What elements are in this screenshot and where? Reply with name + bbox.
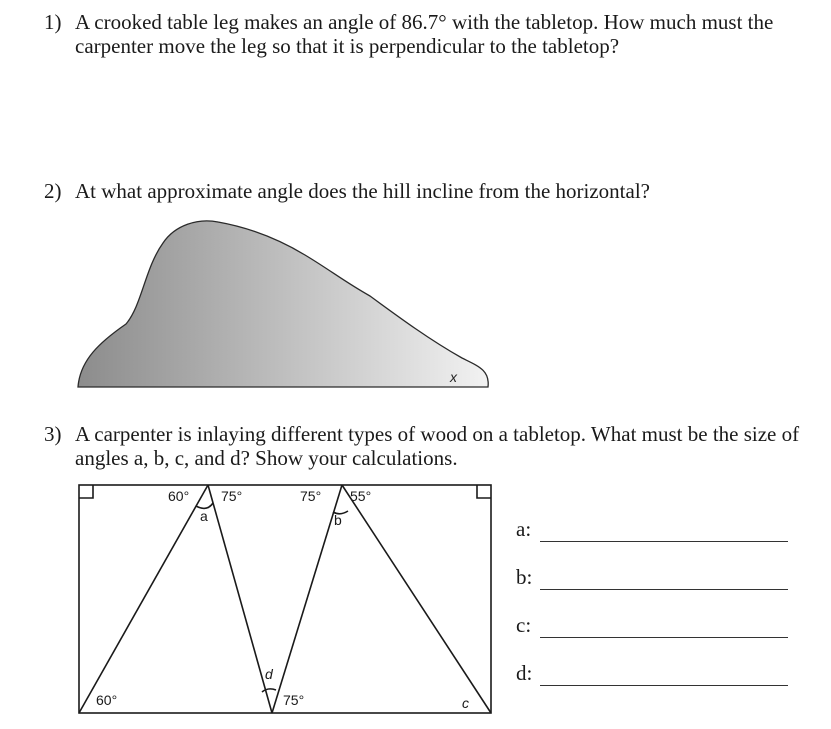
answer-a-line[interactable] xyxy=(540,541,788,542)
question-3-text: A carpenter is inlaying different types of wood on a tabletop. What must be the size of angles a, b, c, and d? Show your calculations. xyxy=(75,422,800,470)
angle-label-bottom-mid: 75° xyxy=(283,692,305,708)
line-b-left xyxy=(272,485,342,713)
right-angle-top-left xyxy=(79,485,93,498)
angle-label-top-3: 75° xyxy=(300,488,322,504)
right-angle-top-right xyxy=(477,485,491,498)
hill-label-x: x xyxy=(450,369,457,385)
var-label-a: a xyxy=(200,508,208,524)
answer-a[interactable] xyxy=(516,518,788,542)
answer-b-line[interactable] xyxy=(540,589,788,590)
angle-label-top-4: 55° xyxy=(350,488,372,504)
answer-c-label: c: xyxy=(516,613,532,637)
answer-c[interactable] xyxy=(516,614,788,638)
var-label-b: b xyxy=(334,512,342,528)
question-2-text: At what approximate angle does the hill incline from the horizontal? xyxy=(75,179,650,203)
answer-c-line[interactable] xyxy=(540,637,788,638)
answer-b-label: b: xyxy=(516,565,533,589)
angle-label-bottom-left: 60° xyxy=(96,692,118,708)
answer-d[interactable] xyxy=(516,662,788,686)
angle-label-top-2: 75° xyxy=(221,488,243,504)
line-a-left xyxy=(79,485,208,713)
question-1-number: 1) xyxy=(44,10,62,34)
tabletop-outline xyxy=(79,485,491,713)
line-a-right xyxy=(208,485,272,713)
answer-b[interactable] xyxy=(516,566,788,590)
answer-a-label: a: xyxy=(516,517,532,541)
arc-d xyxy=(262,689,276,692)
question-2-number: 2) xyxy=(44,179,62,203)
answer-d-line[interactable] xyxy=(540,685,788,686)
angle-label-top-1: 60° xyxy=(168,488,190,504)
question-3-number: 3) xyxy=(44,422,62,446)
answer-d-label: d: xyxy=(516,661,533,685)
line-b-right xyxy=(342,485,491,713)
var-label-c: c xyxy=(462,695,469,711)
question-1-text: A crooked table leg makes an angle of 86.7° with the tabletop. How much must the carpenter move the leg so that it is perpendicular to the tabletop? xyxy=(75,10,774,58)
var-label-d: d xyxy=(265,666,273,682)
